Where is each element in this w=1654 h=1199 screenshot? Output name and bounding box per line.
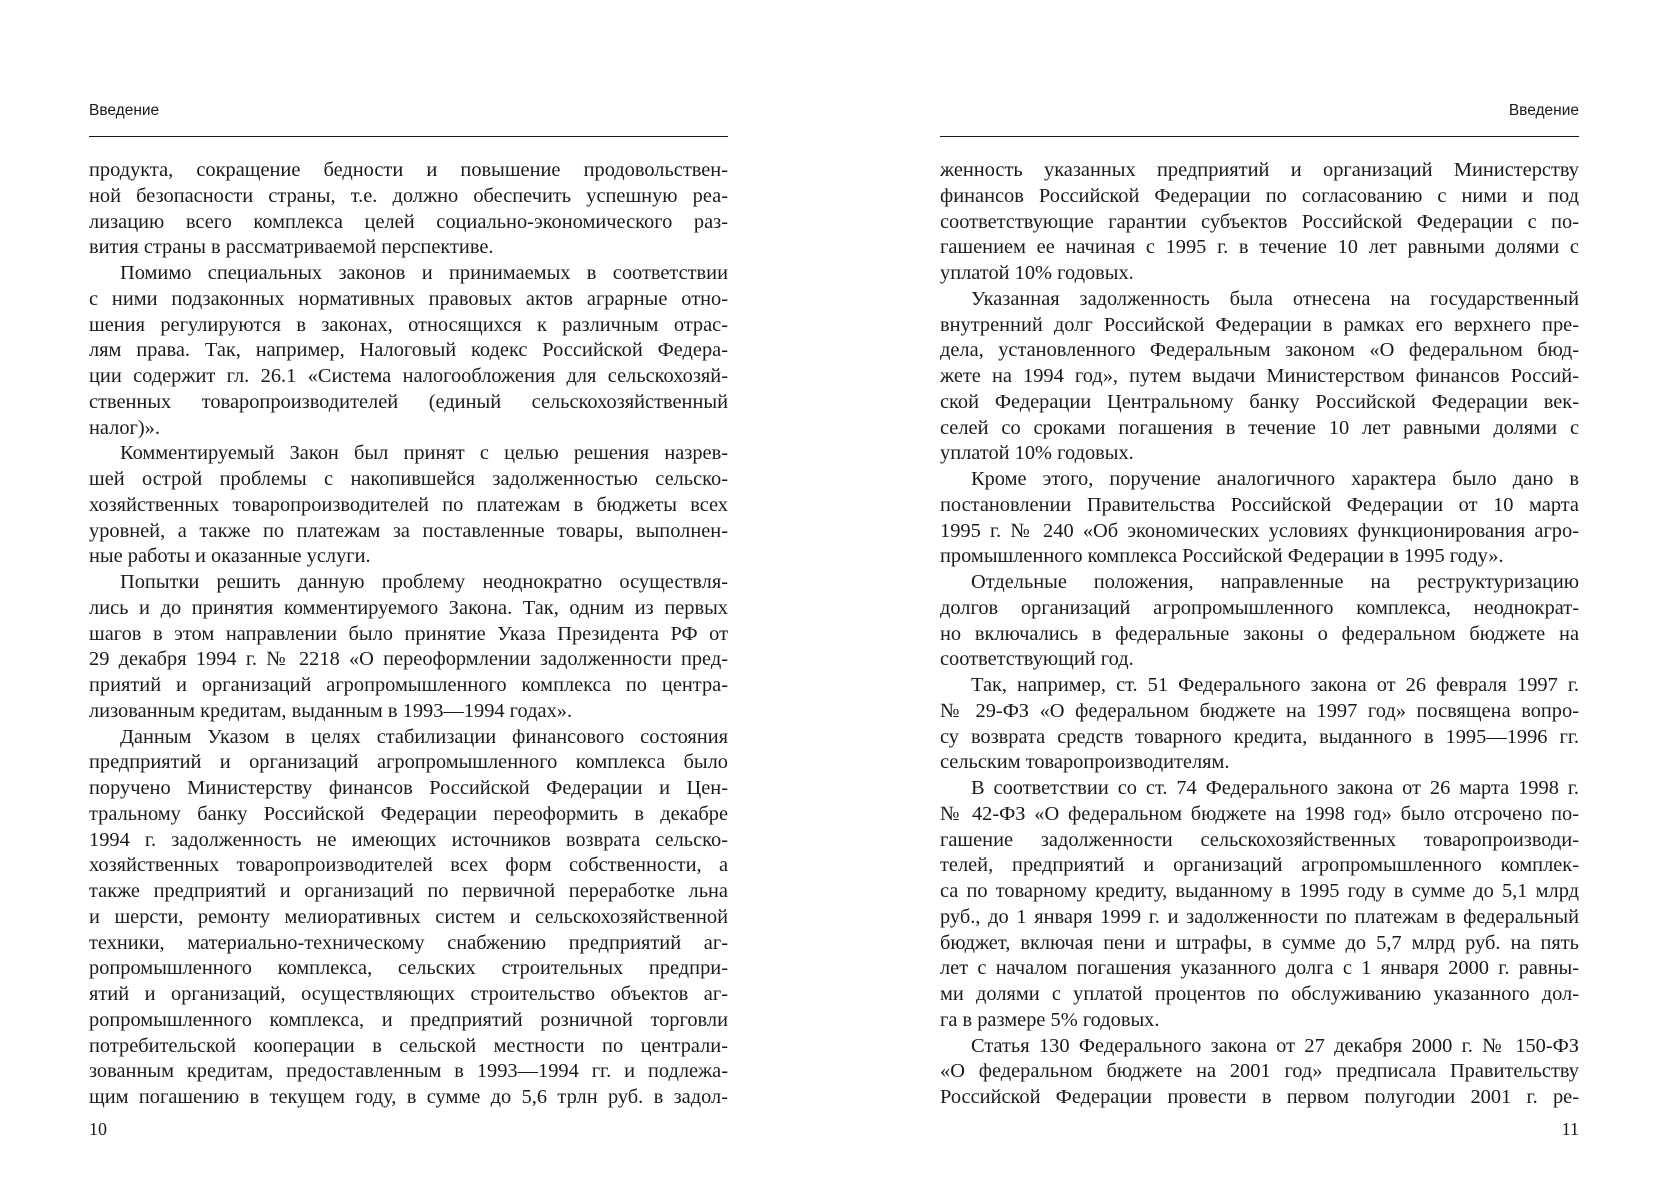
text-line: лям права. Так, например, Налоговый кодекс Российской Федера-: [89, 339, 728, 362]
text-line: уплатой 10% годовых.: [940, 262, 1134, 284]
text-line: ции содержит гл. 26.1 «Система налогообложения для сельскохозяй-: [89, 365, 728, 387]
text-line: лет с началом погашения указанного долга с 1 января 2000 г. равны-: [940, 957, 1579, 980]
left-page: [89, 0, 728, 1199]
text-line: продукта, сокращение бедности и повышение продовольствен-: [89, 159, 728, 181]
running-head: Введение: [89, 102, 160, 119]
text-line: тральному банку Российской Федерации переоформить в декабре: [89, 802, 728, 825]
text-line: сельским товаропроизводителям.: [940, 751, 1230, 774]
text-line: гашением ее начиная с 1995 г. в течение 10 лет равными долями с: [940, 236, 1579, 259]
text-line: Статья 130 Федерального закона от 27 декабря 2000 г. № 150-ФЗ: [971, 1034, 1579, 1057]
text-line: вития страны в рассматриваемой перспективе.: [89, 236, 494, 259]
text-line: № 29-ФЗ «О федеральном бюджете на 1997 год» посвящена вопро-: [940, 699, 1579, 722]
text-line: ные работы и оказанные услуги.: [89, 545, 371, 568]
text-line: бюджет, включая пени и штрафы, в сумме до 5,7 млрд руб. на пять: [940, 931, 1579, 954]
text-line: гашение задолженности сельскохозяйственных товаропроизводи-: [940, 828, 1579, 851]
text-line: жете на 1994 год», путем выдачи Министерством финансов Россий-: [940, 365, 1579, 387]
text-line: шей острой проблемы с накопившейся задолженностью сельско-: [89, 468, 728, 490]
text-line: поручено Министерству финансов Российской Федерации и Цен-: [89, 777, 728, 799]
text-line: уровней, а также по платежам за поставленные товары, выполнен-: [89, 519, 728, 542]
text-line: потребительской кооперации в сельской местности по централи-: [89, 1034, 728, 1057]
text-line: зованным кредитам, предоставленным в 1993—1994 гг. и подлежа-: [89, 1060, 728, 1083]
text-line: 1995 г. № 240 «Об экономических условиях функционирования агро-: [940, 519, 1579, 542]
text-line: женность указанных предприятий и организаций Министерству: [940, 159, 1579, 181]
text-line: промышленного комплекса Российской Федерации в 1995 году».: [940, 545, 1504, 568]
text-line: налог)».: [89, 416, 160, 439]
text-line: ятий и организаций, осуществляющих строительство объектов аг-: [89, 983, 728, 1005]
text-line: № 42-ФЗ «О федеральном бюджете на 1998 год» было отсрочено по-: [940, 802, 1579, 825]
text-line: уплатой 10% годовых.: [940, 442, 1134, 465]
text-line: хозяйственных товаропроизводителей всех форм собственности, а: [89, 854, 728, 877]
text-line: с ними подзаконных нормативных правовых актов аграрные отно-: [89, 287, 728, 310]
text-line: Указанная задолженность была отнесена на государственный: [971, 287, 1579, 310]
text-line: Так, например, ст. 51 Федерального закона от 26 февраля 1997 г.: [971, 674, 1579, 696]
text-line: Комментируемый Закон был принят с целью решения назрев-: [120, 442, 728, 465]
text-line: финансов Российской Федерации по согласованию с ними и под: [940, 184, 1579, 207]
text-line: селей со сроками погашения в течение 10 лет равными долями с: [940, 416, 1579, 439]
text-line: га в размере 5% годовых.: [940, 1008, 1160, 1031]
text-line: Отдельные положения, направленные на реструктуризацию: [971, 571, 1579, 593]
right-page: [940, 0, 1579, 1199]
text-line: 29 декабря 1994 г. № 2218 «О переоформлении задолженности пред-: [89, 648, 728, 671]
text-line: Данным Указом в целях стабилизации финансового состояния: [120, 725, 728, 748]
text-line: В соответствии со ст. 74 Федерального закона от 26 марта 1998 г.: [971, 777, 1579, 799]
text-line: «О федеральном бюджете на 2001 год» предписала Правительству: [940, 1060, 1579, 1083]
text-line: но включались в федеральные законы о федеральном бюджете на: [940, 622, 1579, 645]
text-line: ной безопасности страны, т.е. должно обеспечить успешную реа-: [89, 184, 728, 207]
text-line: ропромышленного комплекса, сельских строительных предпри-: [89, 957, 728, 980]
text-line: Попытки решить данную проблему неоднократно осуществля-: [120, 571, 728, 593]
text-line: соответствующий год.: [940, 648, 1134, 671]
text-line: приятий и организаций агропромышленного комплекса по центра-: [89, 674, 728, 696]
text-line: ственных товаропроизводителей (единый сельскохозяйственный: [89, 390, 728, 413]
text-line: лизацию всего комплекса целей социально-экономического раз-: [89, 210, 728, 233]
text-line: руб., до 1 января 1999 г. и задолженности по платежам в федеральный: [940, 905, 1579, 928]
header-rule: [89, 136, 728, 137]
text-line: внутренний долг Российской Федерации в рамках его верхнего пре-: [940, 313, 1579, 336]
text-line: Помимо специальных законов и принимаемых в соответствии: [120, 262, 728, 284]
text-line: предприятий и организаций агропромышленного комплекса было: [89, 751, 728, 774]
body-text: [940, 158, 1579, 1111]
text-line: техники, материально-техническому снабжению предприятий аг-: [89, 931, 728, 954]
text-line: соответствующие гарантии субъектов Российской Федерации с по-: [940, 210, 1579, 233]
text-line: телей, предприятий и организаций агропромышленного комплек-: [940, 854, 1579, 877]
text-line: лись и до принятия комментируемого Закона. Так, одним из первых: [89, 596, 728, 619]
text-line: ской Федерации Центральному банку Российской Федерации век-: [940, 390, 1579, 413]
page-number: 11: [1561, 1119, 1579, 1139]
text-line: са по товарному кредиту, выданному в 1995 году в сумме до 5,1 млрд: [940, 880, 1579, 902]
text-line: шения регулируются в законах, относящихся к различным отрас-: [89, 313, 728, 336]
text-line: су возврата средств товарного кредита, выданного в 1995—1996 гг.: [940, 725, 1579, 748]
text-line: также предприятий и организаций по первичной переработке льна: [89, 880, 728, 902]
text-line: дела, установленного Федеральным законом «О федеральном бюд-: [940, 339, 1579, 362]
text-line: хозяйственных товаропроизводителей по платежам в бюджеты всех: [89, 493, 728, 516]
text-line: лизованным кредитам, выданным в 1993—1994 годах».: [89, 699, 573, 722]
header-rule: [940, 136, 1579, 137]
text-line: ми долями с уплатой процентов по обслуживанию указанного дол-: [940, 983, 1579, 1005]
text-line: и шерсти, ремонту мелиоративных систем и сельскохозяйственной: [89, 905, 728, 928]
text-line: Российской Федерации провести в первом полугодии 2001 г. ре-: [940, 1086, 1579, 1108]
text-line: 1994 г. задолженность не имеющих источников возврата сельско-: [89, 828, 728, 851]
text-line: долгов организаций агропромышленного комплекса, неоднократ-: [940, 596, 1579, 619]
text-line: постановлении Правительства Российской Федерации от 10 марта: [940, 493, 1579, 516]
text-line: шагов в этом направлении было принятие Указа Президента РФ от: [89, 622, 728, 645]
body-text: [89, 158, 728, 1111]
text-line: щим погашению в текущем году, в сумме до 5,6 трлн руб. в задол-: [89, 1086, 728, 1108]
text-line: Кроме этого, поручение аналогичного характера было дано в: [971, 468, 1579, 490]
page-number: 10: [89, 1119, 107, 1139]
running-head: Введение: [1508, 102, 1579, 119]
text-line: ропромышленного комплекса, и предприятий розничной торговли: [89, 1008, 728, 1031]
